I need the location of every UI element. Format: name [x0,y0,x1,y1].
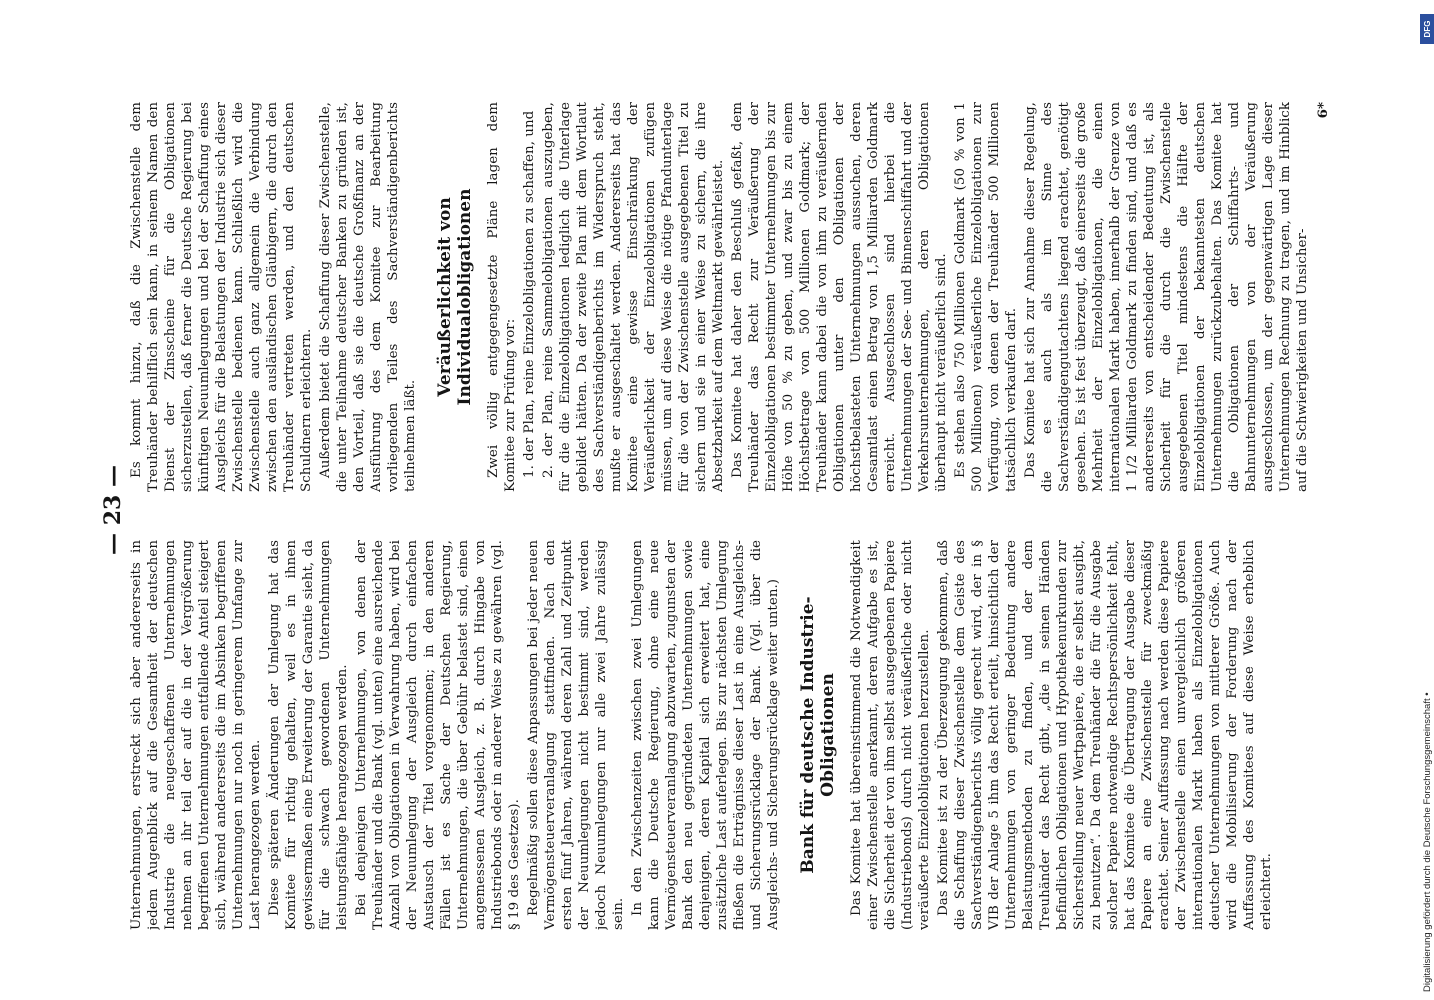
paragraph: Es stehen also 750 Millionen Goldmark (50 % von 1 500 Millionen) veräußerliche Einzelobligationen zur Verfügung, von denen der Treuhänder 500 Millionen tatsächlich verkaufen darf. [953,102,1019,492]
page-number: — 23 — [100,465,126,555]
paragraph: Es kommt hinzu, daß die Zwischenstelle dem Treuhänder behilflich sein kann, in seinem Namen den Dienst der Zinsscheine für die Obligationen sicherzustellen, daß ferner die Deutsche Regierung bei künftigen Neuumlegungen und bei der Schaffung eines Ausgleichs für die Belastungen der Industrie sich dieser Zwischenstelle bedienen kann. Schließlich wird die Zwischenstelle auch ganz allgemein die Verbindung zwischen den ausländischen Gläubigern, die durch den Treuhänder vertreten werden, und den deutschen Schuldnern erleichtern. [129,102,314,492]
paragraph: Das Komitee hat übereinstimmend die Notwendigkeit einer Zwischenstelle anerkannt, deren Aufgabe es ist, die Sicherheit der von ihm selbst ausgegebenen Papiere (Industriebonds) durch nicht veräußerliche oder nicht veräußerte Einzelobligationen herzustellen. [849,540,932,930]
paragraph: Das Komitee hat daher den Beschluß gefaßt, dem Treuhänder das Recht zur Veräußerung der Einzelobligationen bestimmter Unternehmungen bis zur Höhe von 50 % zu geben, und zwar bis zu einem Höchstbetrage von 500 Millionen Goldmark; der Treuhänder kann dabei die von ihm zu veräußernden Obligationen unter den Obligationen der höchstbelasteten Unternehmungen aussuchen, deren Gesamtlast einen Betrag von 1,5 Milliarden Goldmark erreicht. Ausgeschlossen sind hierbei die Unternehmungen der See- und Binnenschiffahrt und der Verkehrsunternehmungen, deren Obligationen überhaupt nicht veräußerlich sind. [730,102,949,492]
left-column [128,540,1390,930]
paragraph: Das Komitee ist zu der Überzeugung gekommen, daß die Schaffung dieser Zwischenstelle dem Geiste des Sachverständigenberichts völlig gerecht wird, der in § VIB der Anlage 5 ihm das Recht erteilt, hinsichtlich der Unternehmungen von geringer Bedeutung andere Belastungsmethoden zu finden, und der dem Treuhänder das Recht gibt, „die in seinen Händen befindlichen Obligationen und Hypothekenurkunden zur Sicherstellung neuer Wertpapiere, die er selbst ausgibt, zu benutzen“. Da dem Treuhänder die für die Ausgabe solcher Papiere notwendige Rechtspersönlichkeit fehlt, hat das Komitee die Übertragung der Ausgabe dieser Papiere an eine Zwischenstelle für zweckmäßig erachtet. Seiner Auffassung nach werden diese Papiere der Zwischenstelle einen unvergleichlich größeren internationalen Markt haben als Einzelobligationen deutscher Unternehmungen von mittlerer Größe. Auch wird die Mobilisierung der Forderung nach der Auffassung des Komitees auf diese Weise erheblich erleichtert. [936,540,1274,930]
dfg-logo-icon: DFG [1420,14,1434,44]
paragraph: In den Zwischenzeiten zwischen zwei Umlegungen kann die Deutsche Regierung, ohne eine neue Vermögensteuerveranlagung abzuwarten, zugunsten der Bank den neu gegründeten Unternehmungen sowie denjenigen, deren Kapital sich erweitert hat, eine zusätzliche Last auferlegen. Bis zur nächsten Umlegung fließen die Erträgnisse dieser Last in eine Ausgleichs- und Sicherungsrücklage der Bank. (Vgl. über die Ausgleichs- und Sicherungsrücklage weiter unten.) [630,540,781,930]
watermark-text: Digitalisierung gefördert durch die Deutsche Forschungsgemeinschaft • [1422,692,1433,992]
paragraph: Diese späteren Änderungen der Umlegung hat das Komitee für richtig gehalten, weil es in ihnen gewissermaßen eine Erweiterung der Garantie sieht, da für die schwach gewordenen Unternehmungen leistungsfähige herangezogen werden. [267,540,350,930]
paragraph: Das Komitee hat sich zur Annahme dieser Regelung, die es auch als im Sinne des Sachverständigengutachtens liegend erachtet, genötigt gesehen. Es ist fest überzeugt, daß einerseits die große Mehrheit der Einzelobligationen, die einen internationalen Markt haben, innerhalb der Grenze von 1 1/2 Milliarden Goldmark zu finden sind, und daß es andererseits von entscheidender Bedeutung ist, als Sicherheit für die durch die Zwischenstelle ausgegebenen Titel mindestens die Hälfte der Einzelobligationen der bekanntesten deutschen Unternehmungen zurückzubehalten. Das Komitee hat die Obligationen der Schiffahrts- und Bahnunternehmungen von der Veräußerung ausgeschlossen, um der gegenwärtigen Lage dieser Unternehmungen Rechnung zu tragen, und im Hinblick auf die Schwierigkeiten und Unsicher- [1023,102,1310,492]
signature-mark: 6* [1315,102,1331,119]
paragraph: Außerdem bietet die Schaffung dieser Zwischenstelle, die unter Teilnahme deutscher Banken zu gründen ist, den Vorteil, daß sie die deutsche Großfinanz an der Ausführung des dem Komitee zur Bearbeitung vorliegenden Teiles des Sachverständigenberichts teilnehmen läßt. [318,102,418,492]
paragraph: Bei denjenigen Unternehmungen, von denen der Treuhänder und die Bank (vgl. unten) eine ausreichende Anzahl von Obligationen in Verwahrung haben, wird bei der Neuumlegung der Ausgleich durch einfachen Austausch der Titel vorgenommen; in den anderen Fällen ist es Sache der Deutschen Regierung, Unternehmungen, die über Gebühr belastet sind, einen angemessenen Ausgleich, z. B. durch Hingabe von Industriebonds oder in anderer Weise zu gewähren (vgl. § 19 des Gesetzes). [354,540,522,930]
digitization-watermark [1418,6,1434,996]
section-heading: Bank für deutsche Industrie-Obligationen [798,596,838,874]
paragraph: Regelmäßig sollen diese Anpassungen bei jeder neuen Vermögensteuerveranlagung stattfinden. Nach den ersten fünf Jahren, während deren Zahl und Zeitpunkt der Neuumlegungen nicht bestimmt sind, werden jedoch Neuumlegungen nur alle zwei Jahre zulässig sein. [526,540,626,930]
right-column [128,102,1390,492]
section-heading: Veräußerlichkeit von Individualobligationen [435,188,475,406]
list-item: 1. der Plan, reine Einzelobligationen zu schaffen, und [522,110,537,478]
paragraph: Zwei völlig entgegengesetzte Pläne lagen dem Komitee zur Prüfung vor: [486,102,518,492]
list-item: 2. der Plan, reine Sammelobligationen auszugeben, für die die Einzelobligationen lediglich die Unterlage gebildet hätten. Da der zweite Plan mit dem Wortlaut des Sachverständigenberichts im Widerspruch steht, mußte er ausgeschaltet werden. Andererseits hat das Komitee eine gewisse Einschränkung der Veräußerlichkeit der Einzelobligationen zufügen müssen, um auf diese Weise die nötige Pfandunterlage für die von der Zwischenstelle ausgegebenen Titel zu sichern und sie in einer Weise zu sichern, die ihre Absetzbarkeit auf dem Weltmarkt gewährleistet. [541,102,726,492]
paragraph: Unternehmungen, erstreckt sich aber andererseits in jedem Augenblick auf die Gesamtheit der deutschen Industrie die neugeschaffenen Unternehmungen nehmen an ihr teil der auf die in der Vergrößerung begriffenen Unternehmungen entfallende Anteil steigert sich, während andererseits die im Absinken begriffenen Unternehmungen nur noch in geringerem Umfange zur Last herangezogen werden. [129,540,263,930]
document-page [100,80,1400,940]
